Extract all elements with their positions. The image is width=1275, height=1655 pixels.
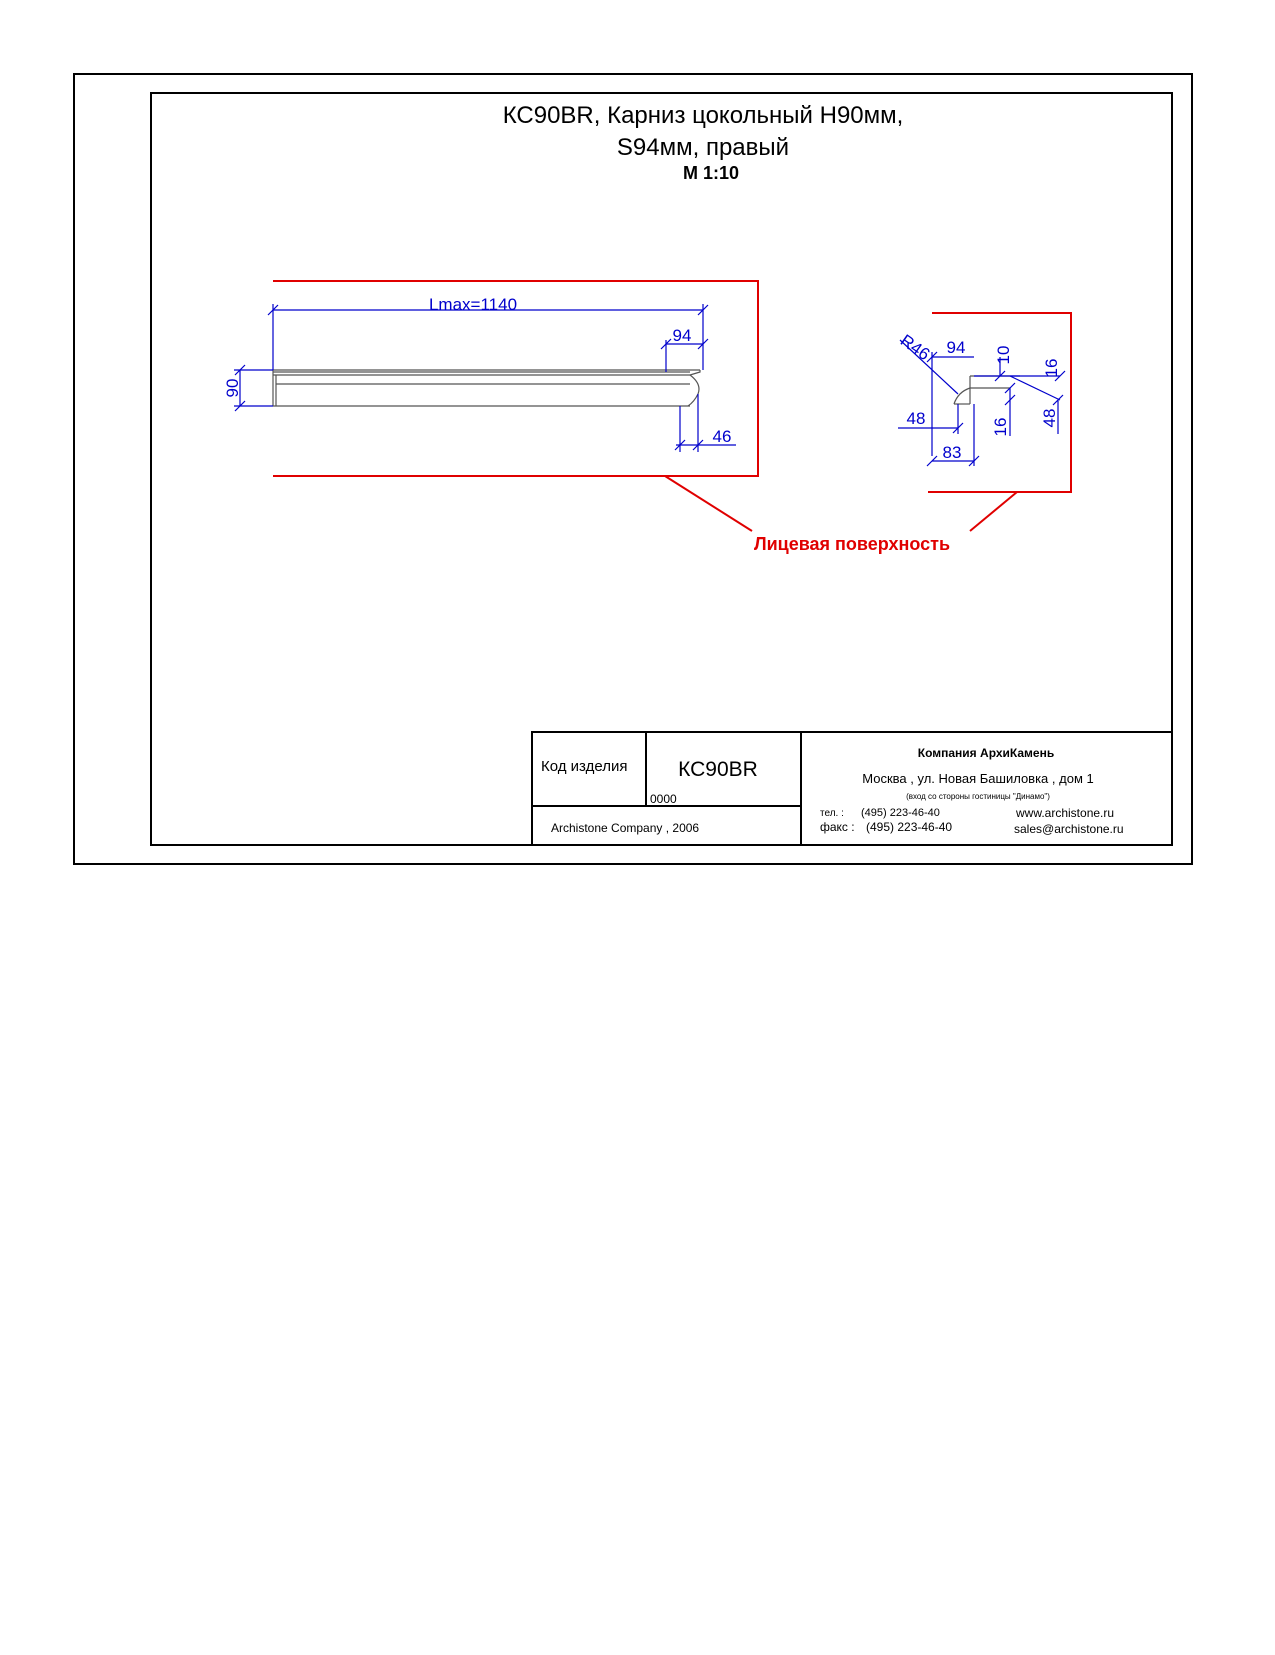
side-view	[223, 281, 758, 476]
code-label: Код изделия	[541, 758, 628, 775]
fax-label: факс :	[820, 820, 855, 834]
section-dim-48-right-label: 48	[1040, 408, 1059, 428]
company-entrance: (вход со стороны гостиницы "Динамо")	[906, 792, 1050, 801]
email[interactable]: sales@archistone.ru	[1014, 822, 1124, 836]
section-profile	[954, 376, 1010, 404]
section-dim-16-right-label: 16	[1042, 358, 1061, 378]
company-address: Москва , ул. Новая Башиловка , дом 1	[862, 771, 1094, 786]
section-dim-16-lower-label: 16	[991, 417, 1010, 437]
section-dim-48-left-label: 48	[906, 409, 926, 428]
dim-length-label: Lmax=1140	[428, 295, 518, 314]
code-number: 0000	[650, 792, 677, 806]
section-top-width-label: 94	[946, 338, 966, 357]
side-view-profile	[273, 370, 700, 406]
phone-value: (495) 223-46-40	[861, 807, 940, 819]
phone-label: тел. :	[820, 808, 844, 819]
section-view	[897, 313, 1071, 492]
fax-value: (495) 223-46-40	[866, 820, 953, 834]
title-line-1: КС90BR, Карниз цокольный H90мм,	[502, 102, 904, 129]
section-dim-83-label: 83	[942, 443, 962, 462]
title-line-2: S94мм, правый	[616, 134, 790, 161]
face-surface-leaders	[665, 476, 1017, 531]
code-value: КС90BR	[678, 758, 758, 781]
website[interactable]: www.archistone.ru	[1016, 806, 1115, 820]
dim-bottom-offset-label: 46	[712, 427, 732, 446]
section-radius-label: R46	[896, 330, 934, 365]
title-scale: М 1:10	[682, 163, 740, 183]
company-name: Компания АрхиКамень	[917, 746, 1055, 760]
copyright: Archistone Company , 2006	[551, 821, 700, 835]
dim-top-width-label: 94	[672, 326, 692, 345]
dim-height-label: 90	[223, 378, 242, 398]
section-dim-10-label: 10	[994, 345, 1013, 365]
face-surface-label: Лицевая поверхность	[753, 534, 951, 554]
